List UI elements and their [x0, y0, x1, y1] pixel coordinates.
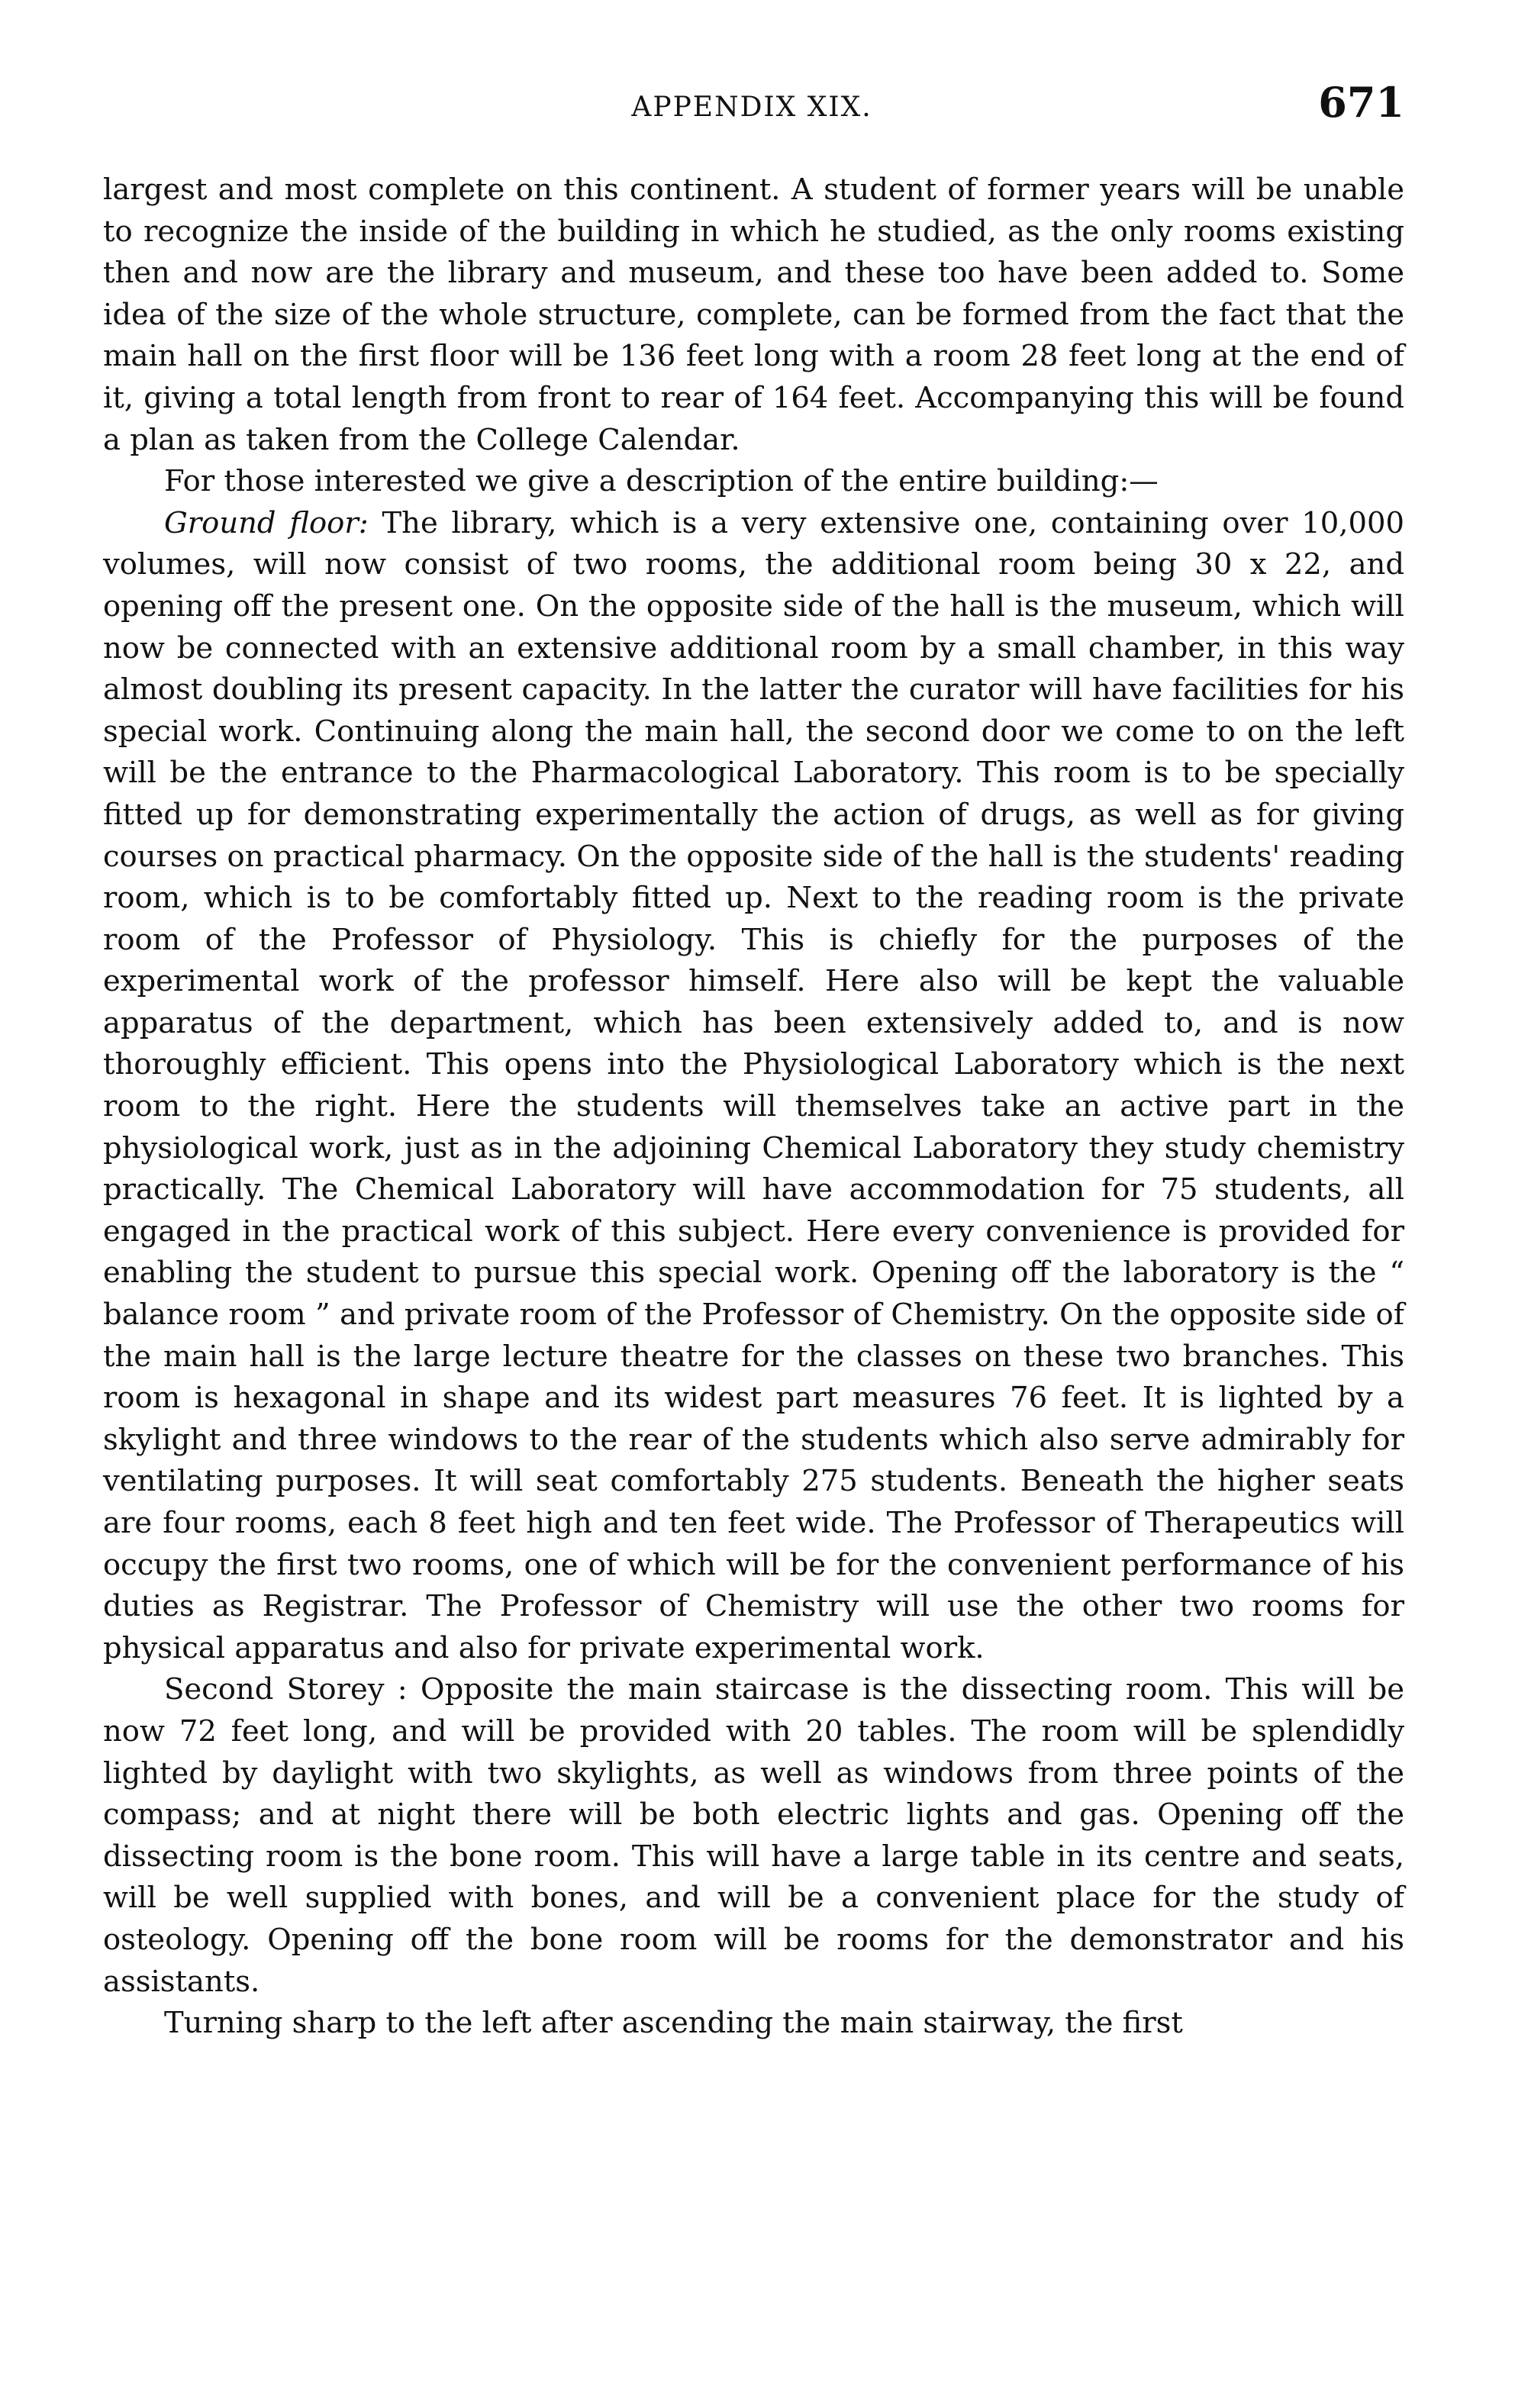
page-number: 671	[1318, 78, 1404, 127]
page-header	[99, 75, 1404, 136]
ground-floor-heading: Ground floor:	[164, 505, 369, 540]
body-text	[103, 169, 1404, 2045]
paragraph-second-storey: Second Storey : Opposite the main staircase is the dissecting room. This will be now 72 feet long, and will be provided with 20 tables. The room will be splendidly lighted by daylight with two skylights, as well as windows from three points of the compass; and at night there will be both electric lights and gas. Opening off the dissecting room is the bone room. This will have a large table in its centre and seats, will be well supplied with bones, and will be a convenient place for the study of osteology. Opening off the bone room will be rooms for the demonstrator and his assistants.	[103, 1672, 1404, 1999]
ground-floor-text: The library, which is a very extensive one, containing over 10,000 volumes, will now consist of two rooms, the additional room being 30 x 22, and opening off the present one. On the opposite side of the hall is the museum, which will now be connected with an extensive additional room by a small chamber, in this way almost doubling its present capacity. In the latter the curator will have facilities for his special work. Continuing along the main hall, the second door we come to on the left will be the entrance to the Pharmacological Laboratory. This room is to be specially fitted up for demonstrating experimentally the action of drugs, as well as for giving courses on practical pharmacy. On the opposite side of the hall is the students' reading room, which is to be comfortably fitted up. Next to the reading room is the private room of the Professor of Physiology. This is chiefly for the purposes of the experimental work of the professor himself. Here also will be kept the valuable apparatus of the department, which has been extensively added to, and is now thoroughly efficient. This opens into the Physiological Laboratory which is the next room to the right. Here the students will themselves take an active part in the physiological work, just as in the adjoining Chemical Laboratory they study chemistry practically. The Chemical Laboratory will have accommodation for 75 students, all engaged in the practical work of this subject. Here every convenience is provided for enabling the student to pursue this special work. Opening off the laboratory is the “ balance room ” and private room of the Professor of Chemistry. On the opposite side of the main hall is the large lecture theatre for the classes on these two branches. This room is hexagonal in shape and its widest part measures 76 feet. It is lighted by a skylight and three windows to the rear of the students which also serve admirably for ventilating purposes. It will seat comfortably 275 students. Beneath the higher seats are four rooms, each 8 feet high and ten feet wide. The Professor of Therapeutics will occupy the first two rooms, one of which will be for the convenient performance of his duties as Registrar. The Professor of Chemistry will use the other two rooms for physical apparatus and also for private experimental work.	[103, 505, 1404, 1665]
running-head: APPENDIX XIX.	[631, 92, 872, 123]
paragraph-final: Turning sharp to the left after ascending the main stairway, the first	[164, 2006, 1183, 2041]
paragraph-ground-floor	[103, 503, 1404, 1670]
paragraph-intro: For those interested we give a description of the entire building:—	[164, 464, 1159, 499]
paragraph-continuation: largest and most complete on this continent. A student of former years will be unable to recognize the inside of the building in which he studied, as the only rooms existing then and now are the library and museum, and these too have been added to. Some idea of the size of the whole structure, complete, can be formed from the fact that the main hall on the first floor will be 136 feet long with a room 28 feet long at the end of it, giving a total length from front to rear of 164 feet. Accompanying this will be found a plan as taken from the College Calendar.	[103, 172, 1404, 457]
